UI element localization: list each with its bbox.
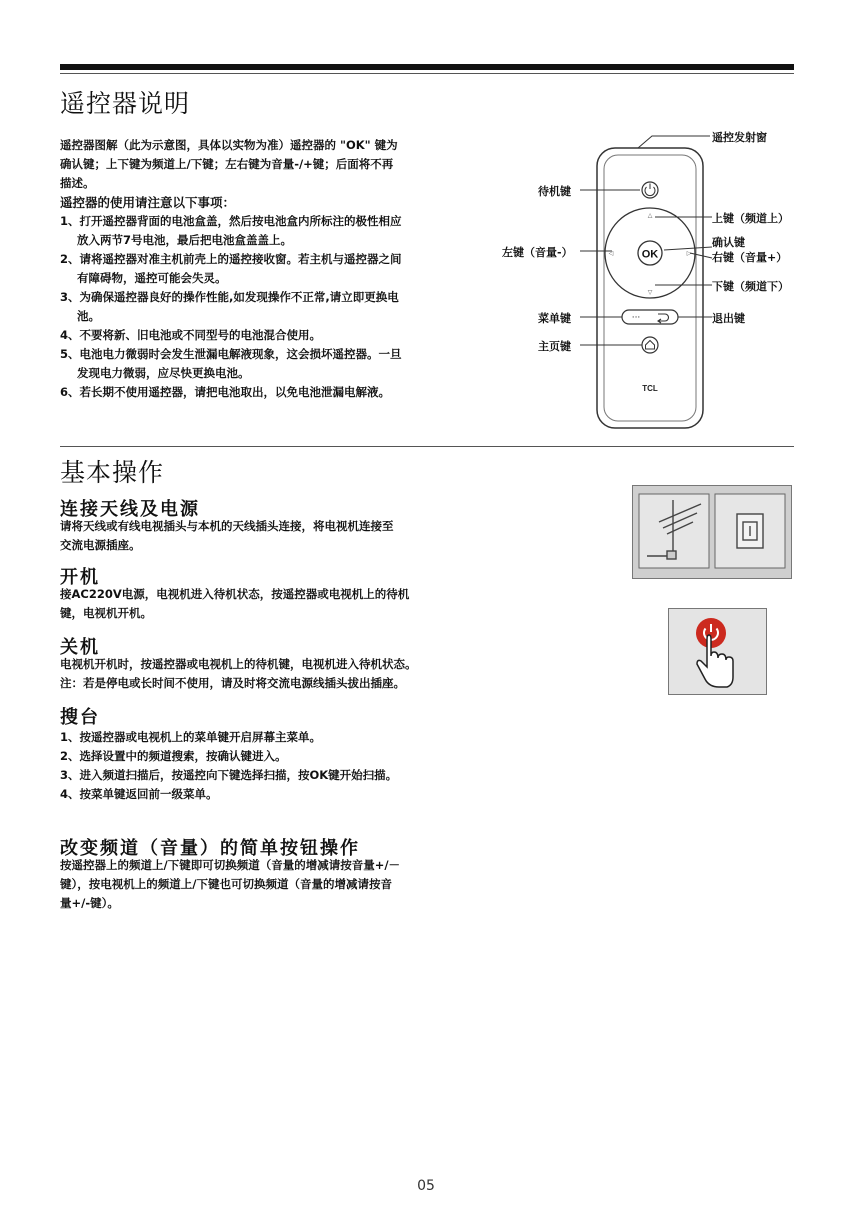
- callout-right: [690, 253, 712, 258]
- search-title: 搜台: [60, 707, 100, 728]
- notice-item: 3、为确保遥控器良好的操作性能,如发现操作不正常,请立即更换电: [60, 290, 399, 304]
- label-standby: 待机键: [538, 185, 571, 198]
- label-ir-window: 遥控发射窗: [712, 131, 767, 144]
- menu-back-pill: [622, 310, 678, 324]
- power-on-line: 接AC220V电源，电视机进入待机状态，按遥控器或电视机上的待机: [60, 587, 410, 601]
- wall-socket-icon: [737, 514, 763, 548]
- intro-line: 确认键；上下键为频道上/下键；左右键为音量-/+键；后面将不再: [60, 157, 394, 171]
- channel-text: [60, 856, 400, 913]
- section-divider: [60, 446, 794, 447]
- brand-logo-text: TCL: [642, 384, 658, 393]
- connect-line: 交流电源插座。: [60, 538, 141, 552]
- channel-line: 键），按电视机上的频道上/下键也可切换频道（音量的增减请按音: [60, 877, 392, 891]
- remote-instructions: [60, 136, 402, 402]
- intro-line: 描述。: [60, 176, 95, 190]
- label-down: 下键（频道下）: [712, 280, 789, 293]
- callout-ir: [638, 136, 710, 148]
- antenna-socket-illustration: [632, 485, 792, 579]
- search-line: 1、按遥控器或电视机上的菜单键开启屏幕主菜单。: [60, 730, 321, 744]
- power-on-line: 键，电视机开机。: [60, 606, 152, 620]
- antenna-socket-svg: [633, 486, 791, 578]
- label-home: 主页键: [538, 340, 571, 353]
- search-text: [60, 728, 397, 804]
- power-off-line: 电视机开机时，按遥控器或电视机上的待机键，电视机进入待机状态。: [60, 657, 417, 671]
- label-up: 上键（频道上）: [712, 212, 789, 225]
- top-rule-thick: [60, 64, 794, 70]
- label-back: 退出键: [712, 312, 745, 325]
- channel-title: 改变频道（音量）的简单按钮操作: [60, 838, 360, 859]
- notice-item-cont: 放入两节7号电池，最后把电池盒盖盖上。: [77, 233, 292, 247]
- top-rule-thin: [60, 73, 794, 74]
- notice-title: 遥控器的使用请注意以下事项：: [60, 195, 236, 210]
- search-line: 3、进入频道扫描后，按遥控向下键选择扫描，按OK键开始扫描。: [60, 768, 398, 782]
- notice-item: 1、打开遥控器背面的电池盒盖，然后按电池盒内所标注的极性相应: [60, 214, 402, 228]
- ok-text: OK: [641, 248, 659, 261]
- connect-title: 连接天线及电源: [60, 499, 200, 520]
- remote-diagram: [490, 120, 810, 430]
- connect-text: [60, 517, 394, 555]
- power-off-title: 关机: [60, 637, 100, 658]
- power-off-text: [60, 655, 417, 693]
- channel-line: 量+/-键）。: [60, 896, 119, 910]
- home-button: [642, 337, 658, 353]
- notice-item: 6、若长期不使用遥控器，请把电池取出，以免电池泄漏电解液。: [60, 385, 390, 399]
- notice-item-cont: 池。: [77, 309, 100, 323]
- label-ok: 确认键: [712, 236, 745, 249]
- up-arrow-icon: △: [647, 212, 653, 219]
- power-on-title: 开机: [60, 567, 100, 588]
- menu-icon: ···: [631, 313, 641, 323]
- right-arrow-icon: ▷: [686, 250, 692, 257]
- left-arrow-icon: ◁: [608, 250, 614, 257]
- notice-item-cont: 发现电力微弱，应尽快更换电池。: [77, 366, 250, 380]
- page-number: 05: [417, 1178, 435, 1194]
- power-on-text: [60, 585, 409, 623]
- notice-item: 4、不要将新、旧电池或不同型号的电池混合使用。: [60, 328, 321, 342]
- label-right: 右键（音量+）: [712, 251, 788, 264]
- remote-section-title: 遥控器说明: [60, 89, 191, 118]
- notice-item: 5、电池电力微弱时会发生泄漏电解液现象，这会损坏遥控器。一旦: [60, 347, 402, 361]
- home-icon: [646, 341, 655, 350]
- connect-line: 请将天线或有线电视插头与本机的天线插头连接，将电视机连接至: [60, 519, 394, 533]
- search-line: 4、按菜单键返回前一级菜单。: [60, 787, 218, 801]
- search-line: 2、选择设置中的频道搜索，按确认键进入。: [60, 749, 287, 763]
- notice-item-cont: 有障碍物，遥控可能会失灵。: [77, 271, 227, 285]
- basic-section-title: 基本操作: [60, 458, 165, 487]
- channel-line: 按遥控器上的频道上/下键即可切换频道（音量的增减请按音量+/－: [60, 858, 401, 872]
- label-menu: 菜单键: [538, 312, 571, 325]
- intro-line: 遥控器图解（此为示意图，具体以实物为准）遥控器的 "OK" 键为: [60, 138, 398, 152]
- notice-item: 2、请将遥控器对准主机前壳上的遥控接收窗。若主机与遥控器之间: [60, 252, 402, 266]
- power-press-svg: [669, 609, 766, 694]
- power-off-line: 注：若是停电或长时间不使用，请及时将交流电源线插头拔出插座。: [60, 676, 405, 690]
- down-arrow-icon: ▽: [647, 289, 653, 296]
- remote-body-inner: [604, 155, 696, 421]
- power-button-illustration: [668, 608, 767, 695]
- label-left: 左键（音量-）: [502, 246, 573, 259]
